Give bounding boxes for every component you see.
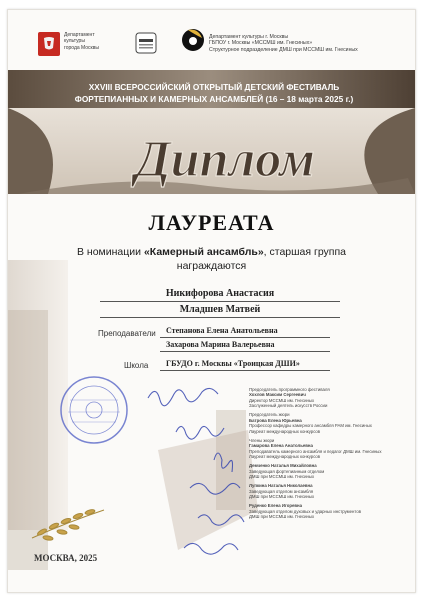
jury-entry: Председатель жюри Батрова Елена Юрьевна Профессор кафедры камерного ансамбля РАМ им. Гнесиных Лауреат международных конкурсов (249, 412, 372, 434)
school-field (160, 357, 330, 371)
laureate-title: ЛАУРЕАТА (148, 210, 275, 235)
diploma-page (7, 9, 416, 593)
city-year: МОСКВА, 2025 (34, 553, 98, 563)
nomination-text: В номинации «Камерный ансамбль», старшая группа награждаются (76, 246, 347, 272)
gnessin-school-emblem-icon (134, 31, 158, 55)
jury-entry: Демченко Наталья Михайловна Заведующая фортепианным отделом ДМШ при МССМШ им. Гнесиных (249, 463, 325, 480)
teachers-label: Преподаватели (98, 329, 156, 338)
svg-text:Диплом: Диплом (135, 131, 315, 188)
jury-entry: Руденко Елена Игоревна Заведующая отделом духовых и ударных инструментов ДМШ при МССМШ им. Гнесиных (249, 503, 361, 520)
jury-entry: Лупкина Наталья Николаевна Заведующая отделом ансамбля ДМШ при МССМШ им. Гнесиных (249, 483, 315, 500)
awardee-name: Никифорова Анастасия (100, 286, 340, 302)
school-name: ГБУДО г. Москвы «Троицкая ДШИ» (160, 357, 330, 371)
teacher-name: Захарова Марина Валерьевна (160, 338, 330, 352)
organizer-block: Департамент культуры г. Москвы ГБПОУ г. Москвы «МССМШ им. Гнесиных» Структурное подразделение ДМШ при МССМШ им. Гнесиных (209, 34, 358, 53)
teacher-name: Степанова Елена Анатольевна (160, 324, 330, 338)
school-label: Школа (124, 361, 149, 370)
jury-entry: Председатель программного фестиваля Хохлов Максим Сергеевич Директор МССМШ им. Гнесиных Заслуженный деятель искусств России (249, 387, 330, 409)
jury-entry: Члены жюри Гамарова Елена Анатольевна Преподаватель камерного ансамбля и педагог ДМШ им. Гнесиных Лауреат международных конкурсов (249, 437, 382, 460)
jury-list (249, 387, 409, 523)
moscow-coat-of-arms-icon (38, 32, 60, 56)
teachers-list (160, 324, 330, 352)
nomination-name: «Камерный ансамбль» (143, 246, 264, 258)
awardee-name: Младшев Матвей (100, 302, 340, 318)
moscow-dept-caption: Департамент культуры города Москвы (64, 32, 99, 51)
music-school-logo-icon (180, 26, 206, 54)
festival-title: XXVIII ВСЕРОССИЙСКИЙ ОТКРЫТЫЙ ДЕТСКИЙ ФЕСТИВАЛЬ ФОРТЕПИАННЫХ И КАМЕРНЫХ АНСАМБЛЕЙ (16 – 18 марта 2025 г.) (74, 82, 354, 104)
diploma-heading (90, 122, 360, 192)
awardee-names (100, 286, 340, 318)
